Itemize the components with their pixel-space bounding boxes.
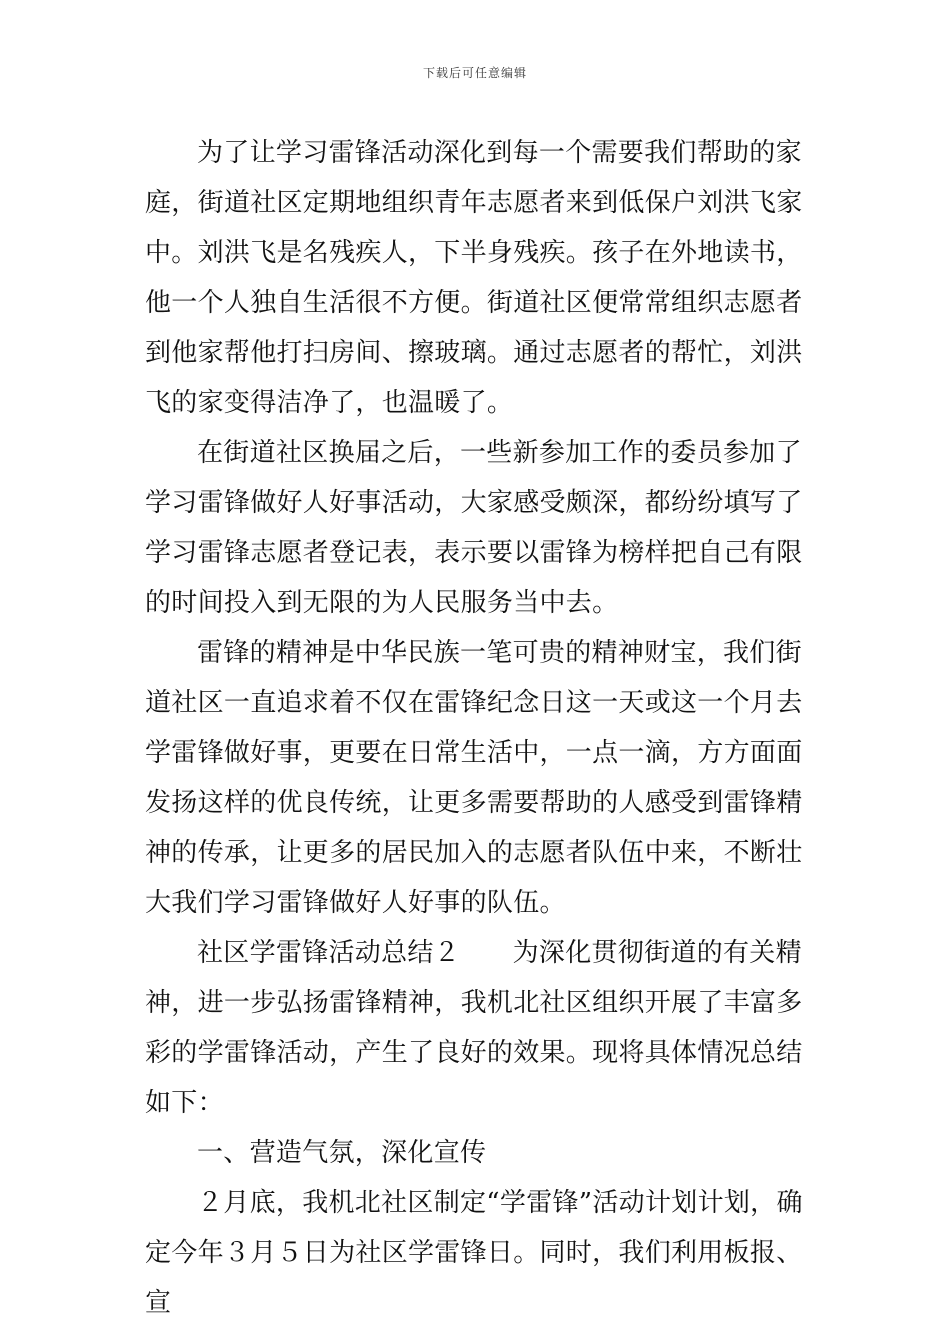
paragraph: ２月底，我机北社区制定“学雷锋”活动计划计划，确定今年３月５日为社区学雷锋日。同时，我们利用板报、宣 (145, 1188, 803, 1318)
paragraph: 在街道社区换届之后，一些新参加工作的委员参加了学习雷锋做好人好事活动，大家感受颇深，都纷纷填写了学习雷锋志愿者登记表，表示要以雷锋为榜样把自己有限的时间投入到无限的为人民服务当中去。 (145, 438, 803, 618)
paragraph: 雷锋的精神是中华民族一笔可贵的精神财宝，我们街道社区一直追求着不仅在雷锋纪念日这一天或这一个月去学雷锋做好事，更要在日常生活中，一点一滴，方方面面发扬这样的优良传统，让更多需要帮助的人感受到雷锋精神的传承，让更多的居民加入的志愿者队伍中来，不断壮大我们学习雷锋做好人好事的队伍。 (145, 638, 803, 918)
section-heading: 一、营造气氛，深化宣传 (197, 1138, 487, 1168)
paragraph: 为了让学习雷锋活动深化到每一个需要我们帮助的家庭，街道社区定期地组织青年志愿者来到低保户刘洪飞家中。刘洪飞是名残疾人，下半身残疾。孩子在外地读书，他一个人独自生活很不方便。街道社区便常常组织志愿者到他家帮他打扫房间、擦玻璃。通过志愿者的帮忙，刘洪飞的家变得洁净了，也温暖了。 (145, 138, 803, 418)
document-body (145, 128, 825, 1328)
paragraph: 社区学雷锋活动总结２ 为深化贯彻街道的有关精神，进一步弘扬雷锋精神，我机北社区组织开展了丰富多彩的学雷锋活动，产生了良好的效果。现将具体情况总结如下： (145, 938, 803, 1118)
header-note: 下载后可任意编辑 (422, 66, 527, 80)
